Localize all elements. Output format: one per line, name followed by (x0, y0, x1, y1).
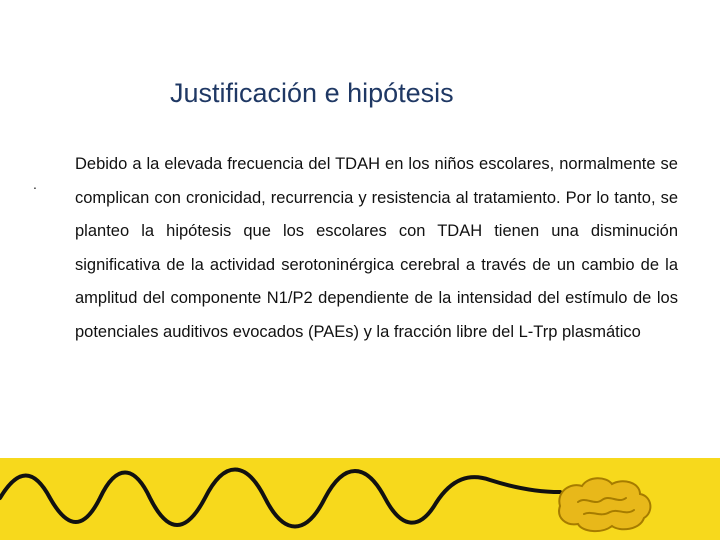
body-paragraph: Debido a la elevada frecuencia del TDAH en los niños escolares, normalmente se complican con cronicidad, recurrencia y resistencia al tratamiento. Por lo tanto, se planteo la hipótesis que los escolares con TDAH tienen una disminución significativa de la actividad serotoninérgica cerebral a través de un cambio de la amplitud del componente N1/P2 dependiente de la intensidad del estímulo de los potenciales auditivos evocados (PAEs) y la fracción libre del L-Trp plasmático (75, 155, 678, 341)
slide-title: Justificación e hipótesis (170, 78, 454, 108)
brain-icon (559, 478, 650, 531)
bullet-marker: . (33, 176, 37, 192)
footer-band (0, 458, 720, 540)
